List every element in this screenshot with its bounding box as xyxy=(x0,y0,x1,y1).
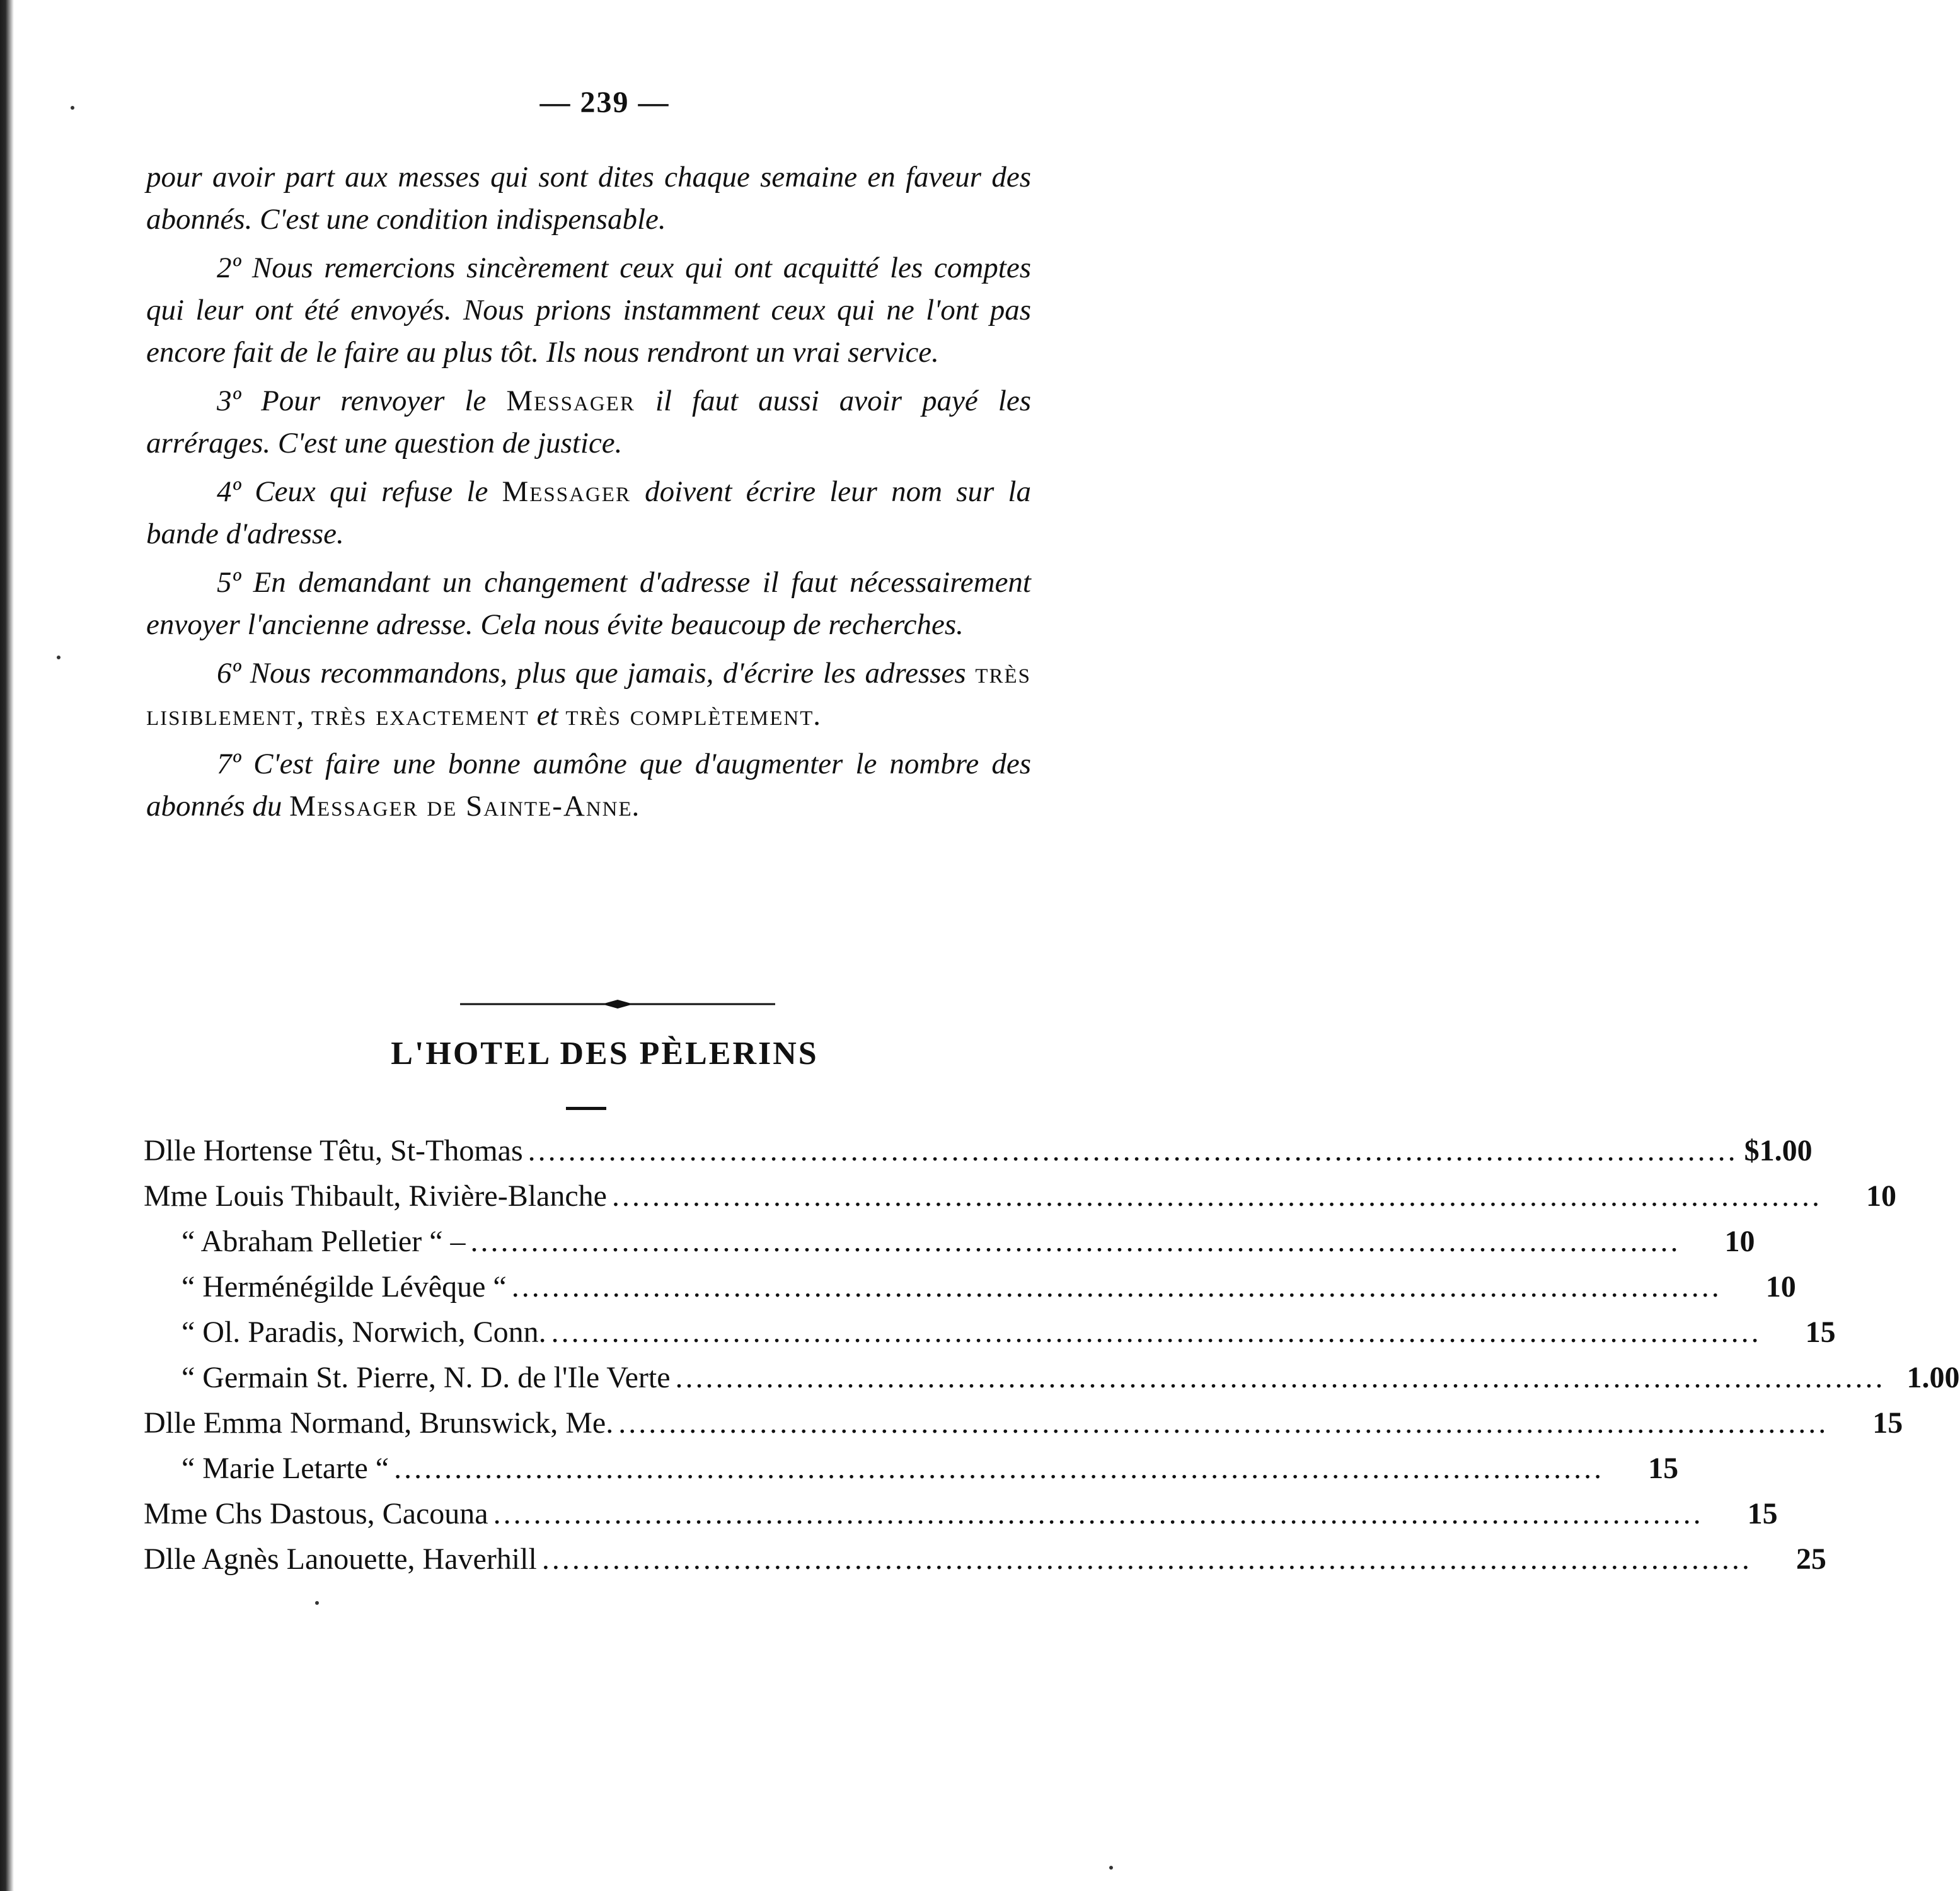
leader-dots: ........................................................................................................................ xyxy=(611,1179,1822,1213)
print-speck xyxy=(1109,1866,1113,1870)
list-item xyxy=(144,1446,1679,1491)
list-item xyxy=(144,1355,1960,1401)
list-item xyxy=(144,1128,1813,1174)
leader-dots: ........................................................................................................................ xyxy=(675,1361,1886,1394)
title-rule xyxy=(566,1107,606,1110)
notice-6-after: . xyxy=(814,699,822,732)
notice-4 xyxy=(146,471,1031,555)
donation-amount: 15 xyxy=(1747,1497,1778,1530)
notice-2: 2º Nous remercions sincèrement ceux qui ont acquitté les comptes qui leur ont été envoyés. Nous prions instamment ceux qui ne l'ont pas encore fait de le faire au plus tôt. Ils nous rendront un vrai service. xyxy=(146,252,1031,369)
donor-name: Mme Chs Dastous, Cacouna xyxy=(144,1497,488,1530)
notice-6-sc1: très lisiblement xyxy=(146,657,1031,732)
list-item xyxy=(144,1264,1796,1310)
notice-6-sc2: très exactement xyxy=(311,699,529,732)
donation-amount: $1.00 xyxy=(1744,1134,1813,1167)
list-item xyxy=(144,1491,1778,1537)
leader-dots: ........................................................................................................................ xyxy=(511,1270,1722,1304)
leader-dots: ........................................................................................................................ xyxy=(541,1542,1752,1576)
leader-dots: ........................................................................................................................ xyxy=(493,1497,1703,1530)
notice-5: 5º En demandant un changement d'adresse il faut nécessairement envoyer l'ancienne adresse. Cela nous évite beaucoup de recherches. xyxy=(146,566,1031,641)
donation-amount: 25 xyxy=(1796,1542,1826,1576)
notices-block xyxy=(146,156,1031,834)
list-item xyxy=(144,1401,1903,1446)
donation-amount: 15 xyxy=(1648,1452,1679,1485)
list-item xyxy=(144,1174,1896,1219)
list-item xyxy=(144,1310,1836,1355)
notice-4-after: doivent écrire leur nom sur la bande d'adresse. xyxy=(146,475,1031,550)
donor-name: Dlle Agnès Lanouette, Haverhill xyxy=(144,1542,537,1576)
donation-amount: 1.00 xyxy=(1906,1361,1960,1394)
ornamental-divider xyxy=(460,998,775,1010)
donation-list xyxy=(144,1128,1960,1582)
notice-7-before: 7º C'est faire une bonne aumône que d'augmenter le nombre des abonnés du xyxy=(146,748,1031,823)
leader-dots: ........................................................................................................................ xyxy=(551,1316,1761,1349)
donor-name: “ Germain St. Pierre, N. D. de l'Ile Verte xyxy=(182,1361,671,1394)
donation-amount: 10 xyxy=(1765,1270,1796,1304)
notice-6-before: 6º Nous recommandons, plus que jamais, d'écrire les adresses xyxy=(217,657,976,690)
leader-dots: ........................................................................................................................ xyxy=(618,1406,1829,1440)
notice-4-smallcaps: Messager xyxy=(502,475,631,508)
notice-7 xyxy=(146,743,1031,828)
notice-6 xyxy=(146,652,1031,737)
notice-4-before: 4º Ceux qui refuse le xyxy=(217,475,502,508)
notice-3-after: il faut aussi avoir payé les arrérages. C'est une question de justice. xyxy=(146,385,1031,460)
donor-name: “ Herménégilde Lévêque “ xyxy=(182,1270,507,1304)
page-number: — 239 — xyxy=(539,86,670,119)
donor-name: “ Ol. Paradis, Norwich, Conn. xyxy=(182,1316,546,1349)
donor-name: Dlle Hortense Têtu, St-Thomas xyxy=(144,1134,523,1167)
notice-intro: pour avoir part aux messes qui sont dites chaque semaine en faveur des abonnés. C'est une condition indispensable. xyxy=(146,161,1031,236)
section-title: L'HOTEL DES PÈLERINS xyxy=(391,1036,819,1072)
notice-6-mid1: , xyxy=(296,699,311,732)
page-binding-edge xyxy=(0,0,14,1891)
notice-3 xyxy=(146,380,1031,465)
donor-name: “ Marie Letarte “ xyxy=(182,1452,389,1485)
leader-dots: ........................................................................................................................ xyxy=(470,1225,1681,1258)
notice-6-sc3: très complètement xyxy=(565,699,814,732)
leader-dots: ........................................................................................................................ xyxy=(394,1452,1605,1485)
donation-amount: 10 xyxy=(1865,1179,1896,1213)
list-item xyxy=(144,1219,1755,1264)
notice-3-smallcaps: Messager xyxy=(506,385,635,417)
donation-amount: 10 xyxy=(1724,1225,1755,1258)
notice-6-mid2: et xyxy=(529,699,566,732)
notice-3-before: 3º Pour renvoyer le xyxy=(217,385,507,417)
donor-name: Dlle Emma Normand, Brunswick, Me. xyxy=(144,1406,614,1440)
donation-amount: 15 xyxy=(1805,1316,1836,1349)
notice-7-smallcaps: Messager de Sainte-Anne xyxy=(289,790,633,823)
notice-7-after: . xyxy=(632,790,640,823)
leader-dots: ........................................................................................................................ xyxy=(527,1134,1738,1167)
donor-name: Mme Louis Thibault, Rivière-Blanche xyxy=(144,1179,607,1213)
print-speck xyxy=(315,1601,319,1605)
list-item xyxy=(144,1537,1826,1582)
donor-name: “ Abraham Pelletier “ – xyxy=(182,1225,466,1258)
print-speck xyxy=(57,656,61,659)
donation-amount: 15 xyxy=(1872,1406,1903,1440)
